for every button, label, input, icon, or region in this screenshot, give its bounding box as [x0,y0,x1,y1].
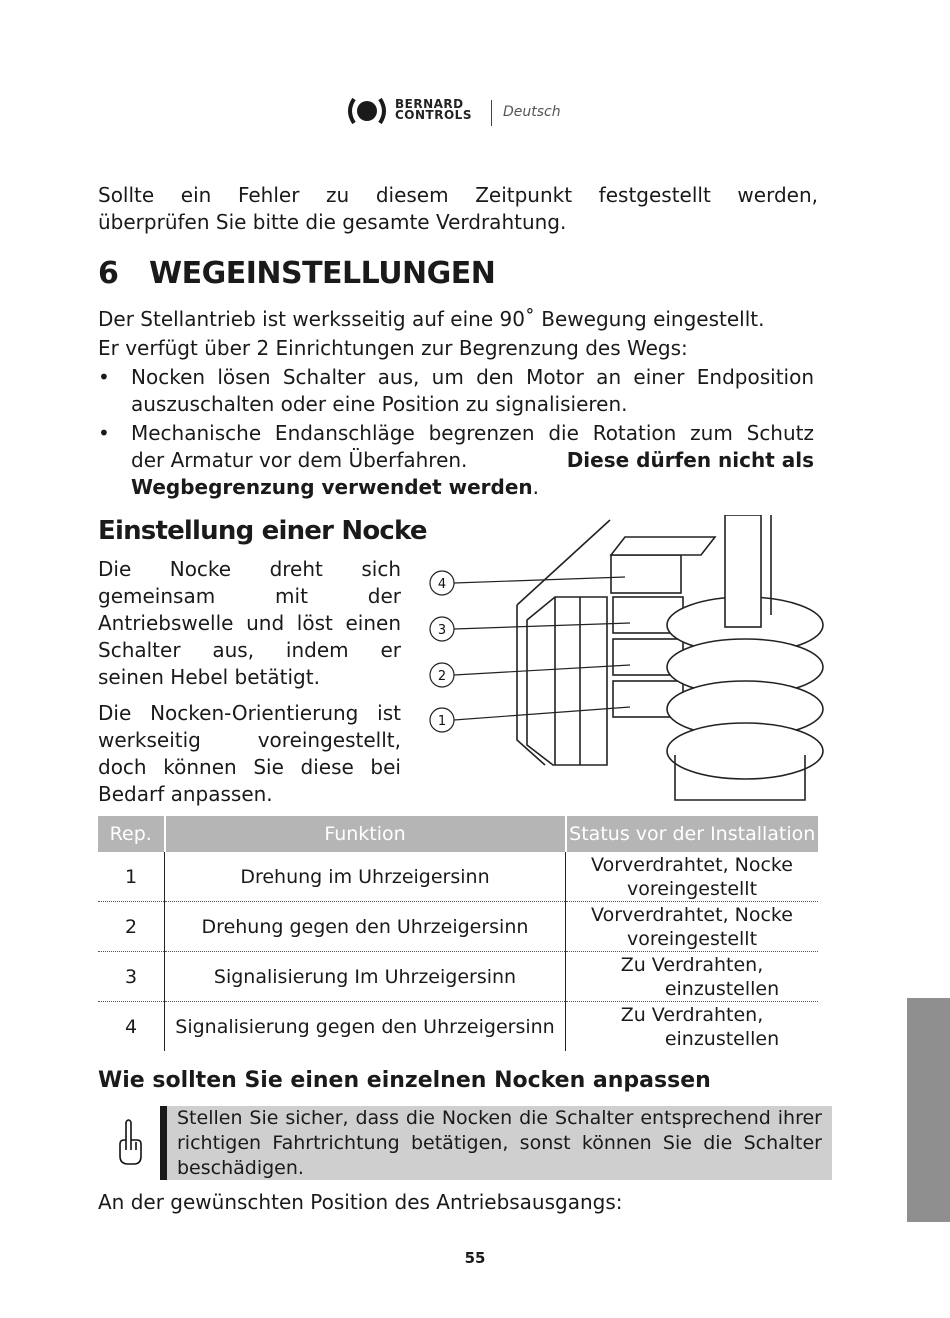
column-header-status: Status vor der Installation [566,816,819,852]
cell-status [566,852,819,902]
column-header-funktion: Funktion [165,816,566,852]
cam-switch-diagram [425,515,825,807]
pointing-hand-icon [114,1118,144,1168]
bullet-dot: • [98,365,110,389]
bullet-2-line-2 [131,447,814,474]
cam-para-2 [98,700,401,808]
bullet-2-bold-end: Wegbegrenzung verwendet werden [131,475,533,499]
status-line-1: Zu Verdrahten, [620,953,764,976]
status-line-2: voreingestellt [626,877,758,900]
cam-para-1-line: seinen Hebel betätigt. [98,665,320,689]
cell-rep: 4 [98,1002,165,1052]
bullet-item-cams [98,364,814,420]
section-title: WEGEINSTELLUNGEN [149,256,496,291]
switch-top [611,537,715,555]
cell-rep: 1 [98,852,165,902]
cam-para-1-line: Antriebswelle und löst einen [98,611,401,635]
bullet-2-period: . [532,475,540,499]
bullet-1-line-1: Nocken lösen Schalter aus, um den Motor an einer Endposition [131,365,814,389]
section-para-2: Er verfügt über 2 Einrichtungen zur Begrenzung des Wegs: [98,336,688,360]
cell-rep: 2 [98,902,165,952]
intro-line-2: überprüfen Sie bitte die gesamte Verdrahtung. [98,210,567,234]
brand-logo-icon [345,96,389,126]
section-para-1: Der Stellantrieb ist werksseitig auf eine 90˚ Bewegung eingestellt. [98,307,765,331]
drive-shaft [725,515,761,627]
callout-label-3: 3 [437,623,447,638]
brand-name: BERNARD CONTROLS [395,97,472,122]
cell-rep: 3 [98,952,165,1002]
cam-para-2-line: Bedarf anpassen. [98,782,273,806]
table-header-row [98,816,818,852]
column-header-rep: Rep. [98,816,165,852]
callout-label-2: 2 [437,669,447,684]
bullet-2-line-1: Mechanische Endanschläge begrenzen die Rotation zum Schutz [131,421,814,445]
bullet-2-bold-text: Diese dürfen nicht als [566,448,814,472]
switch-4 [611,555,681,593]
bullet-2-line-3 [131,474,814,501]
status-line-1: Zu Verdrahten, [620,1003,764,1026]
terminal-block [527,597,607,765]
note-line-2: richtigen Fahrtrichtung betätigen, sonst können Sie die Schalter [177,1132,822,1154]
section-number: 6 [98,256,119,291]
note-accent-bar [160,1106,167,1180]
adjust-section-title: Wie sollten Sie einen einzelnen Nocken anpassen [98,1068,711,1093]
cell-status [566,1002,819,1052]
bullet-2-normal-text: der Armatur vor dem Überfahren. [131,448,468,472]
chapter-side-tab [907,998,950,1222]
cell-funktion: Drehung gegen den Uhrzeigersinn [165,902,566,952]
intro-line-1: Sollte ein Fehler zu diesem Zeitpunkt festgestellt werden, [98,183,818,207]
note-line-1: Stellen Sie sicher, dass die Nocken die Schalter entsprechend ihrer [177,1107,822,1129]
status-line-1: Vorverdrahtet, Nocke [591,903,793,926]
header-divider [491,100,492,126]
cam-section-title: Einstellung einer Nocke [98,516,427,546]
status-line-2: einzustellen [664,1027,780,1050]
cell-funktion: Drehung im Uhrzeigersinn [165,852,566,902]
status-line-2: einzustellen [664,977,780,1000]
table-row [98,952,818,1002]
page-number: 55 [464,1249,486,1267]
cam-para-1-line: Die Nocke dreht sich [98,557,401,581]
callout-label-4: 4 [437,577,447,592]
cell-status [566,952,819,1002]
closing-text: An der gewünschten Position des Antriebsausgangs: [98,1190,623,1214]
warning-note [160,1106,832,1180]
cam-para-2-line: werkseitig voreingestellt, [98,728,401,752]
cam-ring [667,723,823,779]
table-row [98,902,818,952]
page-header [345,96,585,128]
cam-para-1-line: Schalter aus, indem er [98,638,401,662]
cell-funktion: Signalisierung gegen den Uhrzeigersinn [165,1002,566,1052]
bullet-dot: • [98,421,110,445]
cam-para-2-line: doch können Sie diese bei [98,755,401,779]
note-line-3: beschädigen. [177,1157,304,1179]
cam-para-2-line: Die Nocken-Orientierung ist [98,701,401,725]
cam-para-1-line: gemeinsam mit der [98,584,401,608]
cam-para-1 [98,556,401,691]
cam-function-table [98,816,818,1051]
bullet-1-line-2: auszuschalten oder eine Position zu signalisieren. [131,392,628,416]
cell-funktion: Signalisierung Im Uhrzeigersinn [165,952,566,1002]
status-line-2: voreingestellt [626,927,758,950]
language-label: Deutsch [503,104,561,120]
bullet-item-endstops [98,420,814,504]
note-text [177,1106,822,1181]
status-line-1: Vorverdrahtet, Nocke [591,853,793,876]
callout-label-1: 1 [437,714,447,729]
table-row [98,1002,818,1052]
callout-leader-4 [454,577,625,583]
table-row [98,852,818,902]
panel-edge [517,520,610,605]
cell-status [566,902,819,952]
